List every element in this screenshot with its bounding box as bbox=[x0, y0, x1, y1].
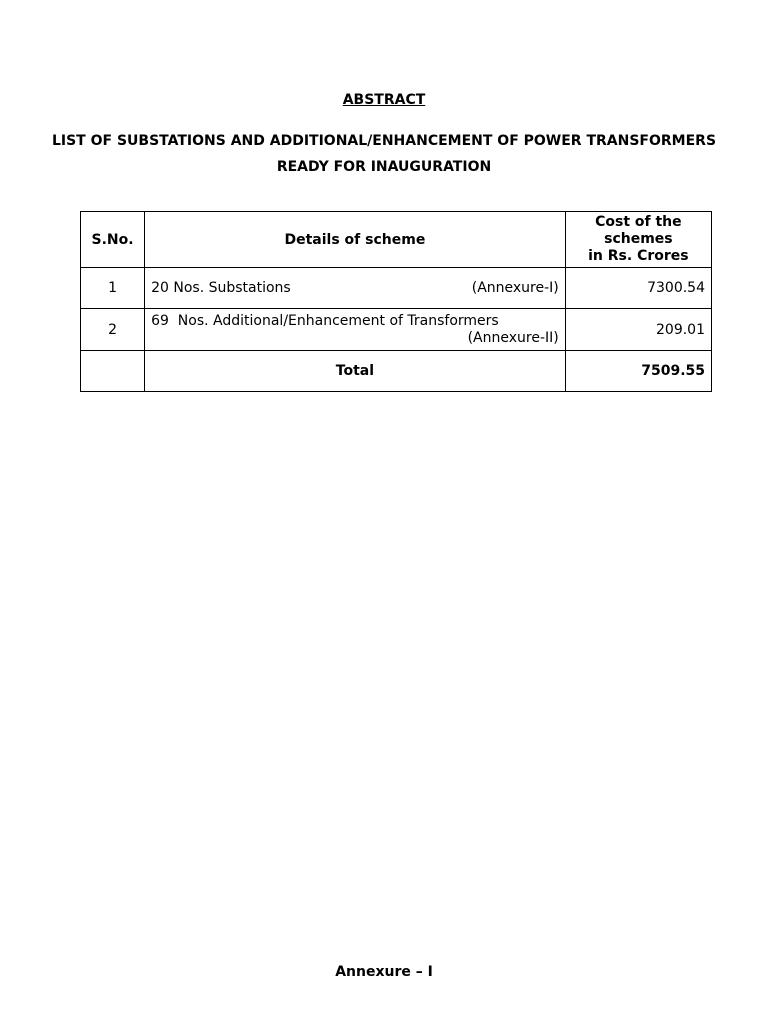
total-label: Total bbox=[145, 351, 566, 392]
table-header-row bbox=[81, 212, 712, 268]
table-total-row bbox=[81, 351, 712, 392]
header-cost-line-2: schemes bbox=[604, 231, 673, 247]
abstract-table bbox=[80, 211, 712, 392]
row-sno: 2 bbox=[81, 309, 145, 351]
header-cost-line-3: in Rs. Crores bbox=[588, 248, 689, 264]
header-cost-line-1: Cost of the bbox=[595, 214, 682, 230]
document-title: ABSTRACT bbox=[342, 92, 426, 108]
row-details-text: 20 Nos. Substations bbox=[151, 280, 291, 296]
row-cost: 209.01 bbox=[565, 309, 711, 351]
header-cost bbox=[565, 212, 711, 268]
row-annexure-ref: (Annexure-II) bbox=[467, 329, 559, 346]
document-subtitle-line-1: LIST OF SUBSTATIONS AND ADDITIONAL/ENHANCEMENT OF POWER TRANSFORMERS bbox=[51, 133, 717, 149]
row-cost: 7300.54 bbox=[565, 268, 711, 309]
header-sno: S.No. bbox=[81, 212, 145, 268]
total-value: 7509.55 bbox=[565, 351, 711, 392]
row-sno: 1 bbox=[81, 268, 145, 309]
footer-annexure-label: Annexure – I bbox=[335, 964, 433, 980]
table-row bbox=[81, 309, 712, 351]
document-subtitle-line-2: READY FOR INAUGURATION bbox=[276, 159, 492, 175]
table-row bbox=[81, 268, 712, 309]
total-sno-empty bbox=[81, 351, 145, 392]
header-details: Details of scheme bbox=[145, 212, 566, 268]
row-details bbox=[145, 268, 566, 309]
row-details-text: 69 Nos. Additional/Enhancement of Transformers bbox=[151, 312, 499, 329]
row-details bbox=[145, 309, 566, 351]
row-annexure-ref: (Annexure-I) bbox=[471, 280, 559, 296]
